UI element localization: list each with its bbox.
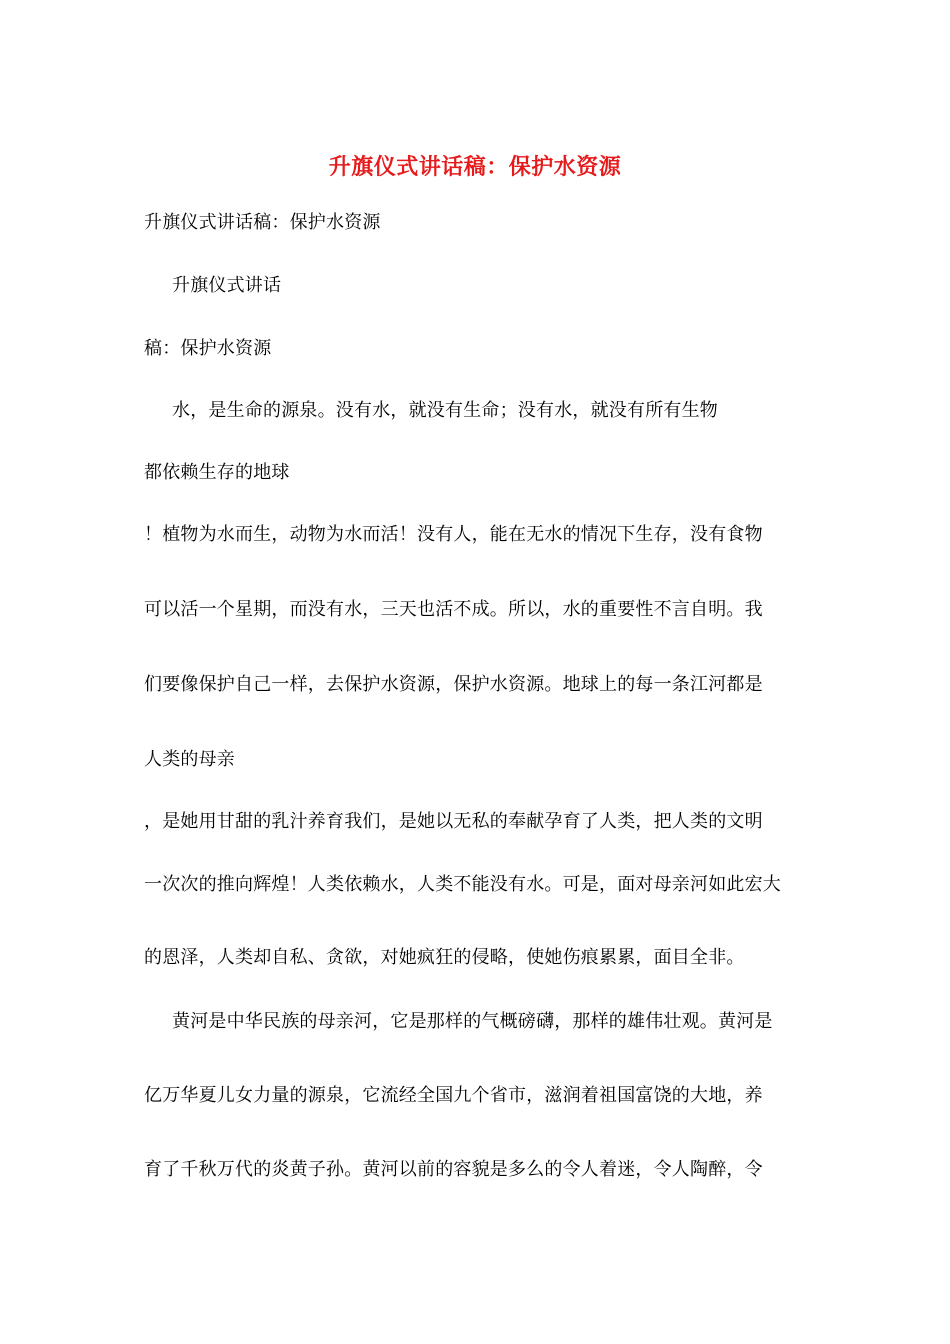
text-line: 都依赖生存的地球: [144, 462, 290, 483]
text-line: 亿万华夏儿女力量的源泉，它流经全国九个省市，滋润着祖国富饶的大地，养: [144, 1085, 763, 1106]
text-line: 的恩泽，人类却自私、贪欲，对她疯狂的侵略，使她伤痕累累，面目全非。: [144, 947, 745, 968]
document-title: 升旗仪式讲话稿：保护水资源: [328, 154, 622, 180]
text-line: 升旗仪式讲话: [172, 275, 282, 296]
text-line: ，是她用甘甜的乳汁养育我们，是她以无私的奉献孕育了人类，把人类的文明: [144, 811, 763, 832]
text-line: 一次次的推向辉煌！人类依赖水，人类不能没有水。可是，面对母亲河如此宏大: [144, 874, 781, 895]
text-line: 育了千秋万代的炎黄子孙。黄河以前的容貌是多么的令人着迷，令人陶醉，令: [144, 1159, 763, 1180]
text-line: 黄河是中华民族的母亲河，它是那样的气概磅礴，那样的雄伟壮观。黄河是: [172, 1011, 773, 1032]
text-line: 升旗仪式讲话稿：保护水资源: [144, 212, 381, 233]
text-line: ！植物为水而生，动物为水而活！没有人，能在无水的情况下生存，没有食物: [144, 524, 763, 545]
text-line: 稿：保护水资源: [144, 338, 272, 359]
text-line: 可以活一个星期，而没有水，三天也活不成。所以，水的重要性不言自明。我: [144, 599, 763, 620]
text-line: 人类的母亲: [144, 749, 235, 770]
text-line: 们要像保护自己一样，去保护水资源，保护水资源。地球上的每一条江河都是: [144, 674, 763, 695]
text-line: 水，是生命的源泉。没有水，就没有生命；没有水，就没有所有生物: [172, 400, 718, 421]
